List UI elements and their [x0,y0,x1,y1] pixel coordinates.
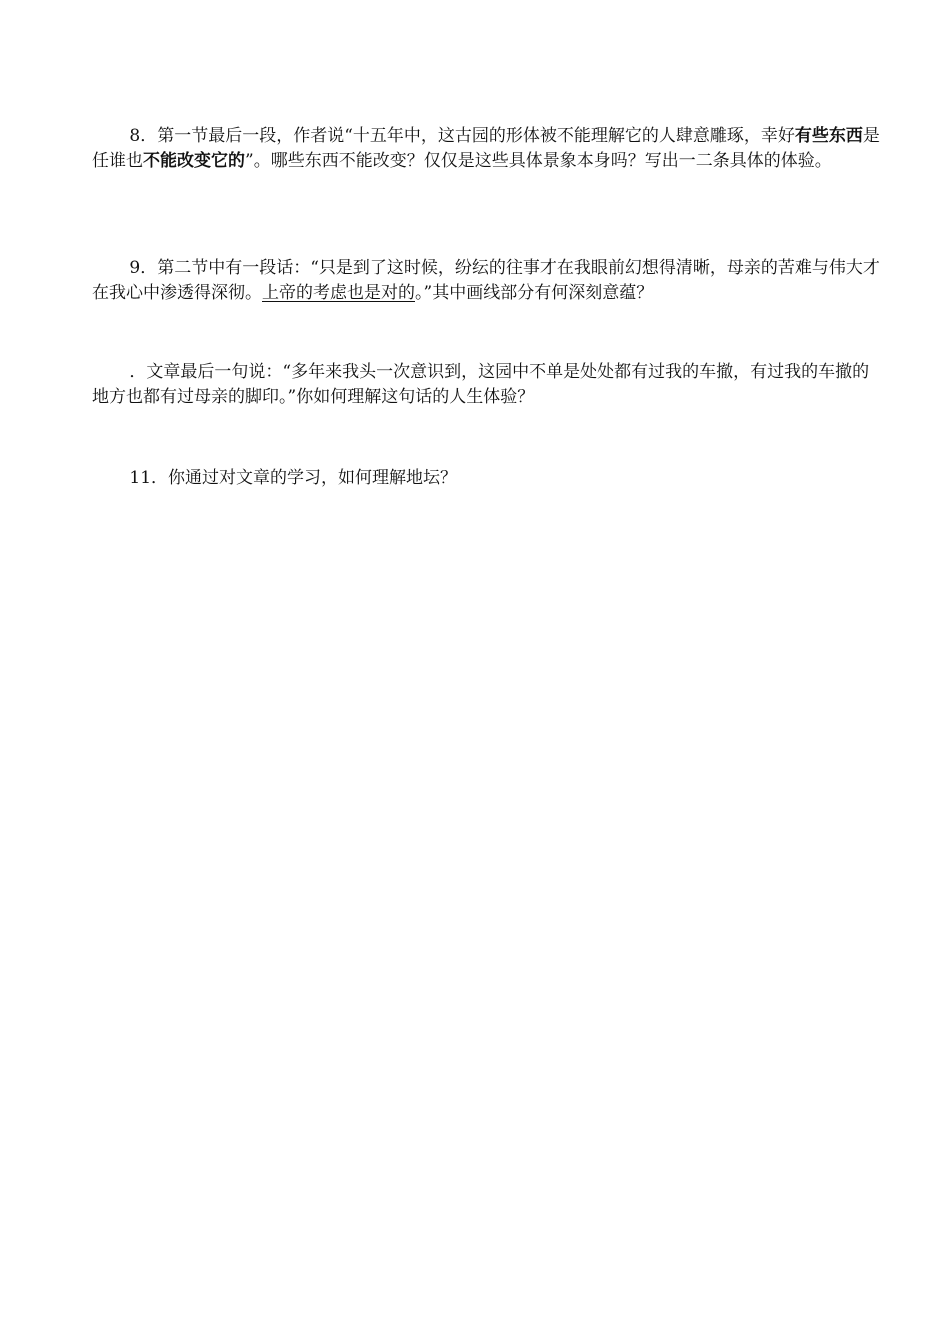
question-9-underlined-phrase: 上帝的考虑也是对的 [262,283,415,303]
question-8-text-3: ”。哪些东西不能改变？仅仅是这些具体景象本身吗？写出一二条具体的体验。 [245,151,832,171]
question-9-text-2: 。”其中画线部分有何深刻意蕴？ [415,283,654,303]
question-10-text: ．文章最后一句说：“多年来我头一次意识到，这园中不单是处处都有过我的车撤，有过我的车撤的地方也都有过母亲的脚印。”你如何理解这句话的人生体验？ [92,362,870,407]
question-9-text-1: 9．第二节中有一段话：“只是到了这时候，纷纭的往事才在我眼前幻想得清晰，母亲的苦难与伟大才在我心中渗透得深彻。 [92,258,880,303]
question-10 [92,360,882,410]
question-11-text: 11．你通过对文章的学习，如何理解地坛？ [129,468,458,488]
question-8-text-1: 8．第一节最后一段，作者说“十五年中，这古园的形体被不能理解它的人肆意雕琢，幸好 [129,126,795,146]
question-8 [92,124,882,174]
question-11 [92,466,882,491]
question-9 [92,256,882,306]
question-8-bold-1: 有些东西 [794,126,863,146]
question-8-text-2: 是任谁也 [92,126,880,171]
question-8-bold-2: 不能改变它的 [143,151,245,171]
